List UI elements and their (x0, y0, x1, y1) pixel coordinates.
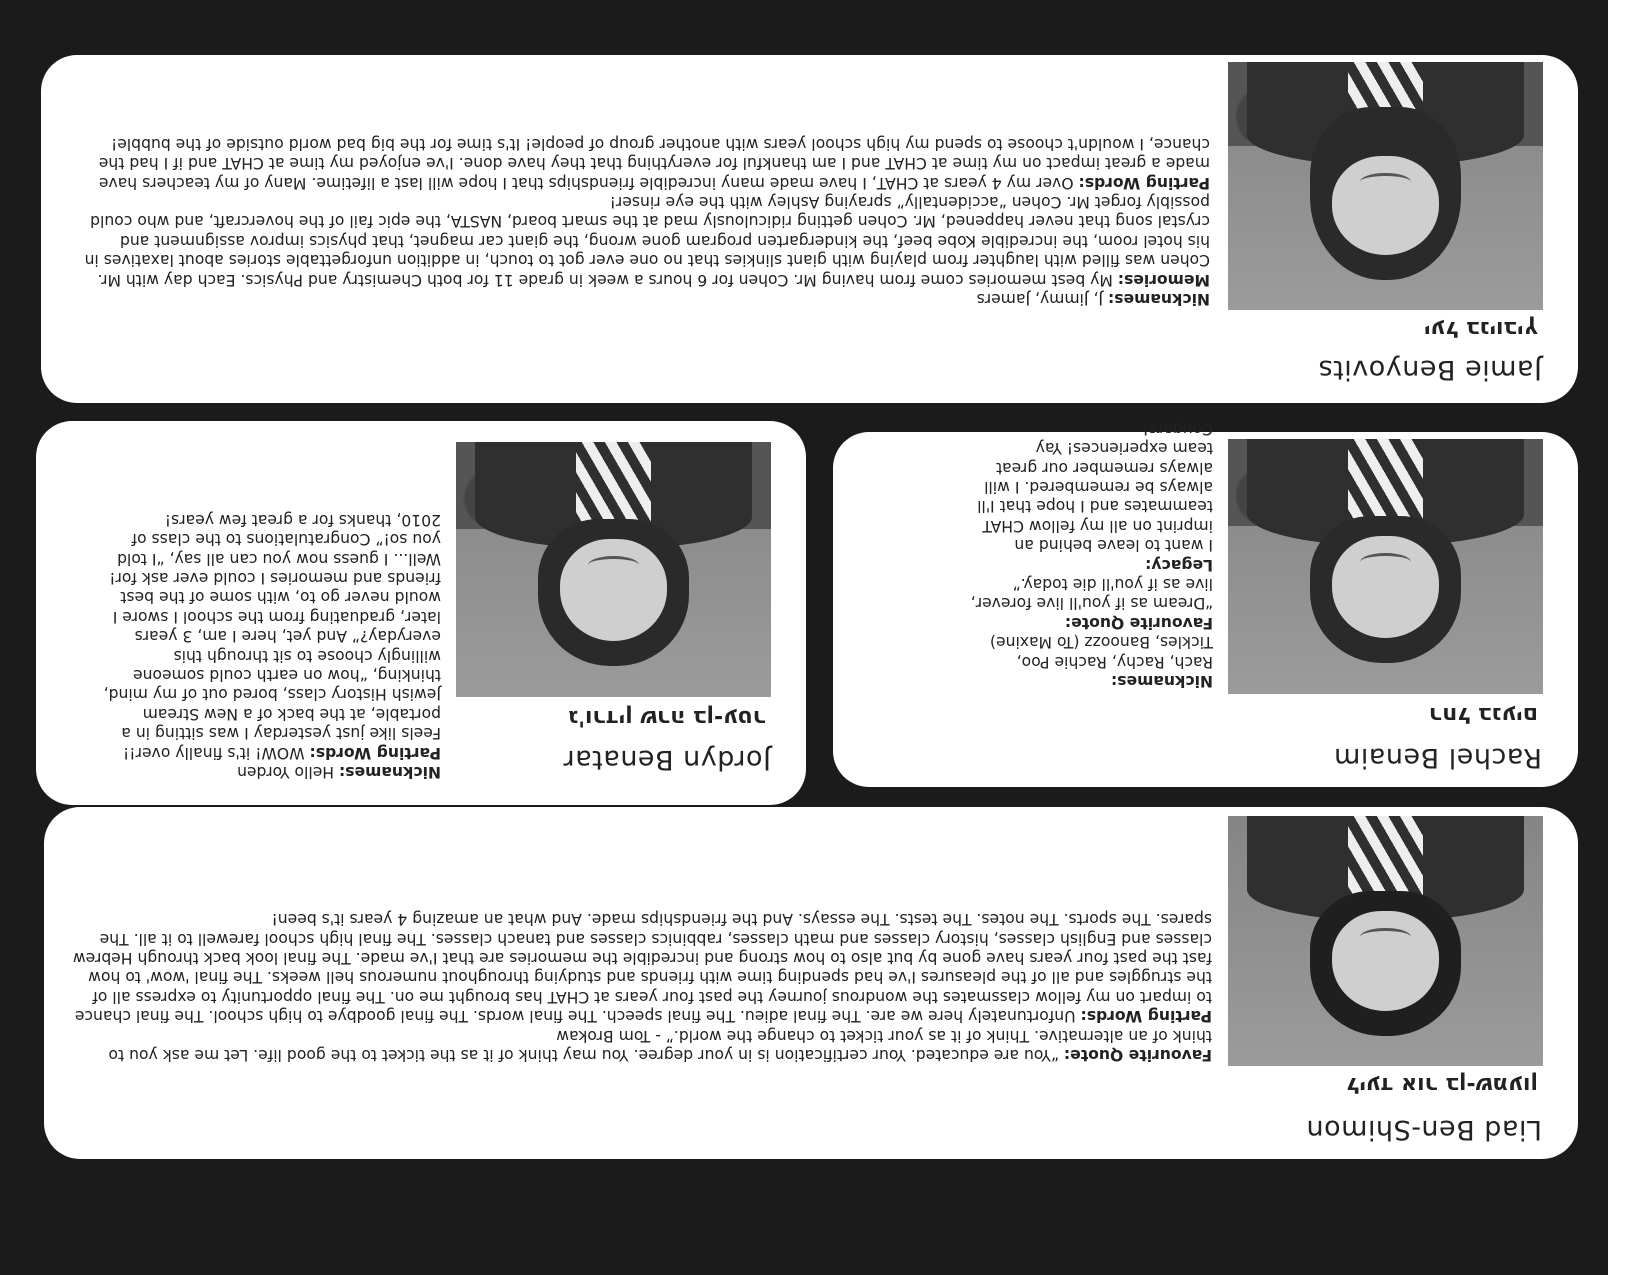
student-hebrew-name: רחל בנעים (1428, 702, 1538, 727)
student-text (72, 909, 1212, 1064)
student-photo (456, 442, 771, 697)
parting-words-label: Parting Words: (1080, 1007, 1212, 1026)
nicknames: J, Jimmy, Jamers (976, 290, 1104, 308)
nicknames-label: Nicknames: (339, 763, 441, 781)
favourite-quote-label: Favourite Quote: (1064, 613, 1213, 632)
student-name: Jamie Benyovits (1318, 354, 1542, 385)
student-hebrew-name: ג'ורדין שרה בן-עטר (568, 705, 766, 730)
legacy: I want to leave behind an imprint on all my fellow CHAT teammates and I hope that I'll always be remembered. I will always remember our great team experiences! Yay Cougars! (977, 419, 1213, 555)
student-text (96, 509, 441, 781)
student-name: Jordyn Benatar (563, 744, 771, 775)
student-text (70, 133, 1210, 308)
nicknames: Hello Yorden (237, 763, 335, 781)
parting-words: WOW! it's finally over!! Feels like just yesterday I was sitting in a portable, at the back of a New Stream Jewish History class, bored out of my mind, thinking, “how on earth could someone willingly choose to sit through this everyday?” And yet, here I am, 3 years later, graduating from the school I swore I would never go to, with some of the best friends and memories I could ever ask for! Well... I guess now you can all say, “I told you so!” Congratulations to the class of 2010, thanks for a great few years! (103, 510, 441, 762)
parting-words-label: Parting Words: (309, 743, 441, 762)
student-card-jordyn (36, 421, 806, 805)
nicknames-label: Nicknames: (1111, 672, 1213, 690)
student-card-liad (44, 807, 1578, 1159)
favourite-quote-label: Favourite Quote: (1063, 1046, 1212, 1064)
student-photo (1228, 816, 1543, 1066)
memories: My best memories come from having Mr. Cohen for 6 hours a week in grade 11 for both Chemistry and Physics. Each day with Mr. Cohen was filled with laughter from playing with giant slinkies that no one ever got to touch, in addition unforgettable stories about laxatives in his hotel room, the incredible Kobe beef, the kindergarten program gone wrong, the giant car magnet, that physics improv assignment and crystal song that never happened, Mr. Cohen getting ridiculously mad at the smart board, NASTA, the epic fail of the hovercraft, and who could possibly forget Mr. Cohen “accidentally” spraying Ashley with the eye rinser! (84, 192, 1210, 289)
student-name: Rachel Benaim (1333, 742, 1542, 773)
student-text (965, 418, 1213, 690)
student-card-jamie (41, 55, 1578, 403)
parting-words: Over my 4 years at CHAT, I have made many incredible friendships that I hope will last a lifetime. Many of my teachers have made a great impact on my time at CHAT and I am thankful for everything that they have done. I've enjoyed my time at CHAT and if I had the chance, I wouldn't choose to spend my high school years with another group of people! It's time for the big bad world outside of the bubble! (98, 134, 1210, 192)
parting-words-label: Parting Words: (1078, 173, 1210, 192)
favourite-quote: “Dream as if you'll live forever, live as if you'll die today.” (970, 574, 1213, 613)
student-card-rachel (833, 419, 1578, 787)
memories-label: Memories: (1117, 270, 1210, 289)
student-photo (1228, 62, 1543, 310)
parting-words: Unfortunately here we are. The final adieu. The final speech. The final words. The final goodbye to high school. The final chance to impart on my fellow classmates the wondrous journey the past four years at CHAT has brought me on. The final opportunity to express all of the struggles and all of the pleasures I've had spending time with friends and studying throughout numerous hell weeks. The final 'wow' to how fast the past four years have gone by but also to how strong and incredible the memories are that I've made. The final look back through Hebrew classes and English classes, history classes and math classes, rabbinics classes and tanach classes. The final high school farewell to it all. The spares. The sports. The notes. The tests. The essays. And the friendships made. And what an amazing 4 years it's been! (72, 910, 1212, 1026)
legacy-label: Legacy: (1145, 555, 1213, 574)
nicknames: Rach, Rachy, Rachie Poo, Tickles, Banoozz (To Maxine) (989, 633, 1213, 671)
student-photo (1228, 439, 1543, 694)
nicknames-label: Nicknames: (1108, 290, 1210, 308)
student-hebrew-name: יעל בניוביץ (1424, 316, 1538, 341)
student-name: Liad Ben-Shimon (1306, 1114, 1542, 1145)
student-hebrew-name: ליעד אור בן-שמעון (1346, 1072, 1538, 1097)
favourite-quote: “You are educated. Your certification is in your degree. You may think of it as the ticket to the good life. Let me ask you to think of an alternative. Think of it as your ticket to change the world.” - Tom Brokaw (108, 1026, 1212, 1064)
